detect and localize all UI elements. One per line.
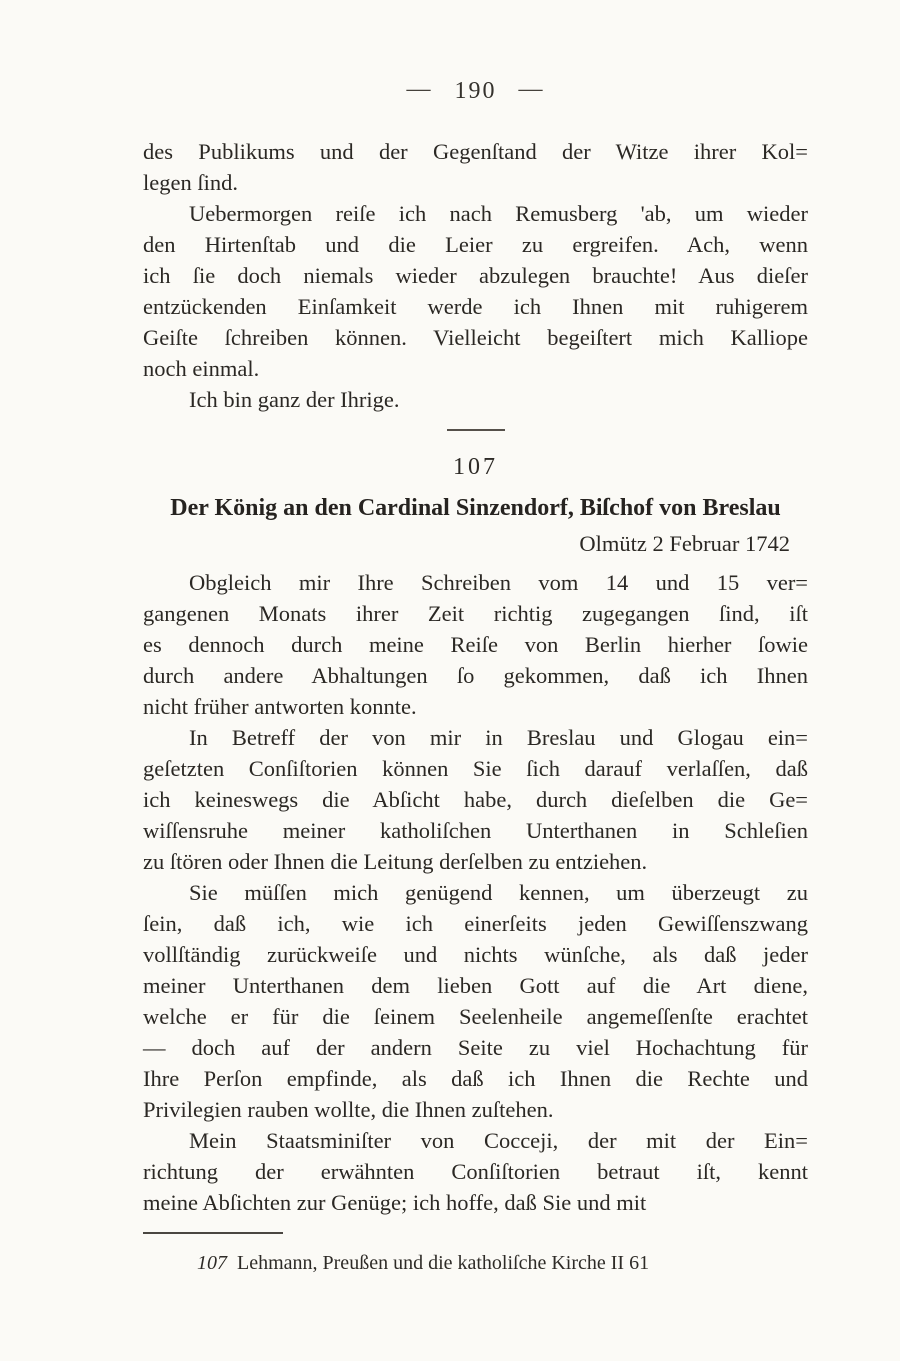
text-line: es dennoch durch meine Reiſe von Berlin hierher ſowie	[143, 632, 808, 657]
header-dash-left: —	[406, 76, 433, 102]
text-line: meiner Unterthanen dem lieben Gott auf die Art diene,	[143, 973, 808, 998]
footnote-text: Lehmann, Preußen und die katholiſche Kirche II 61	[237, 1252, 650, 1274]
text-line: Geiſte ſchreiben können. Vielleicht begeiſtert mich Kalliope	[143, 325, 808, 350]
text-line: In Betreff der von mir in Breslau und Glogau ein=	[189, 725, 808, 750]
text-line: ſein, daß ich, wie ich einerſeits jeden Gewiſſenszwang	[143, 911, 808, 936]
footnote	[143, 1250, 808, 1276]
section-divider-rule	[447, 429, 505, 431]
text-line: legen ſind.	[143, 170, 238, 195]
paragraph	[143, 877, 808, 1125]
text-line: Ich bin ganz der Ihrige.	[189, 387, 400, 412]
text-line: richtung der erwähnten Conſiſtorien betraut iſt, kennt	[143, 1159, 808, 1184]
letter-107-paragraphs	[143, 567, 808, 1218]
paragraph	[143, 1125, 808, 1218]
text-line: meine Abſichten zur Genüge; ich hoffe, daß Sie und mit	[143, 1190, 647, 1215]
page-number: 190	[454, 78, 497, 104]
text-line: — doch auf der andern Seite zu viel Hochachtung für	[143, 1035, 808, 1060]
text-line: gangenen Monats ihrer Zeit richtig zugegangen ſind, iſt	[143, 601, 808, 626]
text-line: Mein Staatsminiſter von Cocceji, der mit der Ein=	[189, 1128, 808, 1153]
paragraph	[143, 136, 808, 198]
letter-number: 107	[453, 454, 498, 480]
header-dash-right: —	[518, 76, 545, 102]
paragraph	[143, 567, 808, 722]
text-line: Sie müſſen mich genügend kennen, um überzeugt zu	[189, 880, 808, 905]
letter-dateline: Olmütz 2 Februar 1742	[579, 531, 790, 556]
text-line: durch andere Abhaltungen ſo gekommen, daß ich Ihnen	[143, 663, 808, 688]
text-block	[143, 0, 808, 1276]
paragraph	[143, 722, 808, 877]
text-line: Uebermorgen reiſe ich nach Remusberg 'ab, um wieder	[189, 201, 808, 226]
text-line: noch einmal.	[143, 356, 260, 381]
text-line: wiſſensruhe meiner katholiſchen Unterthanen in Schleſien	[143, 818, 808, 843]
letter-106-closing-paragraphs	[143, 136, 808, 415]
text-line: vollſtändig zurückweiſe und nichts wünſche, als daß jeder	[143, 942, 808, 967]
paragraph	[143, 198, 808, 384]
text-line: welche er für die ſeinem Seelenheile angemeſſenſte erachtet	[143, 1004, 808, 1029]
text-line: zu ſtören oder Ihnen die Leitung derſelben zu entziehen.	[143, 849, 648, 874]
text-line: ich ſie doch niemals wieder abzulegen brauchte! Aus dieſer	[143, 263, 808, 288]
footnote-rule	[143, 1232, 283, 1234]
footnote-number: 107	[197, 1252, 227, 1274]
text-line: nicht früher antworten konnte.	[143, 694, 417, 719]
letter-heading: Der König an den Cardinal Sinzendorf, Biſchof von Breslau	[170, 495, 781, 521]
text-line: ich keineswegs die Abſicht habe, durch dieſelben die Ge=	[143, 787, 808, 812]
text-line: Ihre Perſon empfinde, als daß ich Ihnen die Rechte und	[143, 1066, 808, 1091]
page-header	[143, 0, 808, 104]
text-line: Obgleich mir Ihre Schreiben vom 14 und 15 ver=	[189, 570, 808, 595]
text-line: des Publikums und der Gegenſtand der Witze ihrer Kol=	[143, 139, 808, 164]
paragraph	[143, 384, 808, 415]
text-line: Privilegien rauben wollte, die Ihnen zuſtehen.	[143, 1097, 554, 1122]
text-line: geſetzten Conſiſtorien können Sie ſich darauf verlaſſen, daß	[143, 756, 808, 781]
text-line: entzückenden Einſamkeit werde ich Ihnen mit ruhigerem	[143, 294, 808, 319]
text-line: den Hirtenſtab und die Leier zu ergreifen. Ach, wenn	[143, 232, 808, 257]
